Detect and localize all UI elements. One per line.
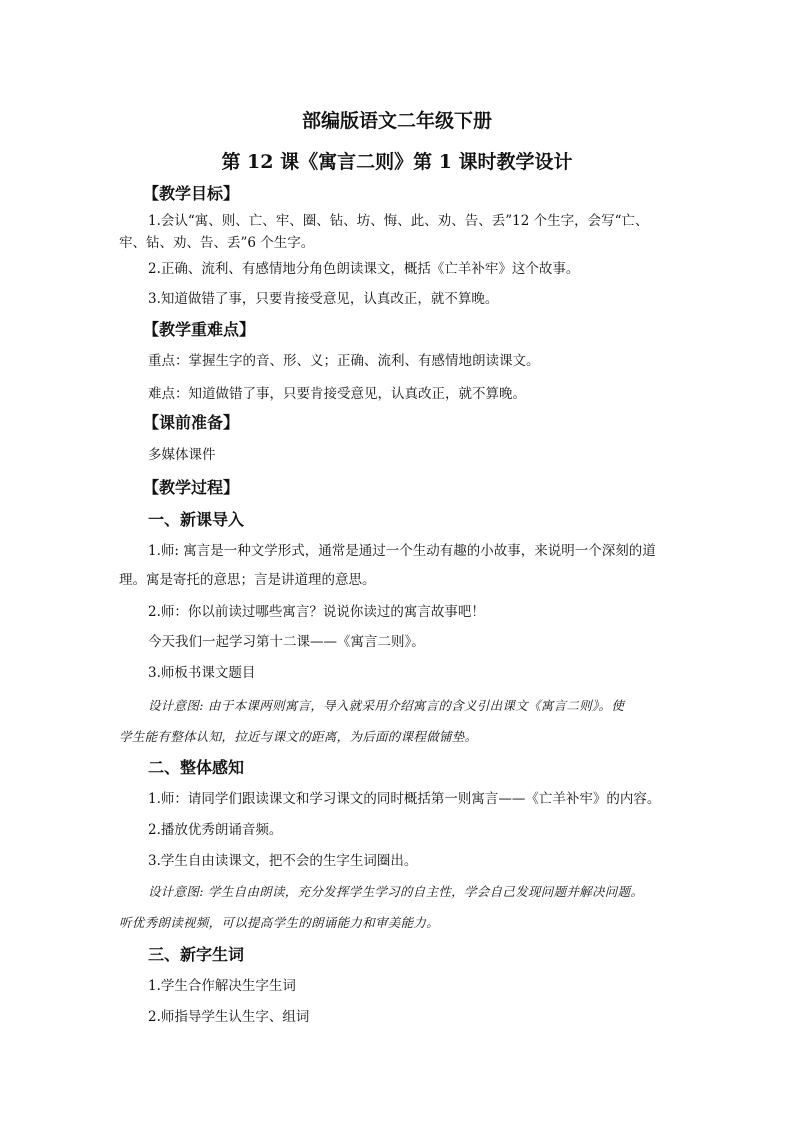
section-2-design-line-2: 听优秀朗读视频，可以提高学生的朗诵能力和审美能力。 (119, 915, 440, 930)
section-1-design-line-2: 学生能有整体认知，拉近与课文的距离，为后面的课程做铺垫。 (119, 729, 478, 744)
section-2-item-3: 3.学生自由读课文，把不会的生字生词圈出。 (148, 853, 418, 869)
section-1-item-1-line-2: 理。寓是寄托的意思；言是讲道理的意思。 (119, 572, 376, 588)
preparation-heading: 【课前准备】 (143, 413, 240, 432)
difficulty-point: 难点：知道做错了事，只要肯接受意见，认真改正，就不算晚。 (148, 386, 526, 402)
objective-1-line-2: 牢、钻、劝、告、丢”6 个生字。 (119, 235, 315, 251)
objective-2: 2.正确、流利、有感情地分角色朗读课文，概括《亡羊补牢》这个故事。 (148, 261, 580, 277)
section-2-design-line-1: 设计意图: 学生自由朗读，充分发挥学生学习的自主性，学会自己发现问题并解决问题。 (148, 884, 644, 899)
section-1-item-2-note: 今天我们一起学习第十二课——《寓言二则》。 (148, 634, 425, 650)
document-title: 部编版语文二年级下册 (301, 110, 492, 132)
preparation-content: 多媒体课件 (148, 447, 216, 463)
objective-1-line-1: 1.会认“寓、则、亡、牢、圈、钻、坊、悔、此、劝、告、丢”12 个生字，会写“亡、 (148, 213, 649, 229)
section-1-heading: 一、新课导入 (148, 510, 245, 529)
objectives-heading: 【教学目标】 (143, 184, 240, 203)
section-3-heading: 三、新字生词 (148, 945, 245, 964)
section-2-item-2: 2.播放优秀朗诵音频。 (148, 822, 283, 838)
section-1-item-2: 2.师：你以前读过哪些寓言？说说你读过的寓言故事吧！ (148, 604, 485, 620)
section-3-item-2: 2.师指导学生认生字、组词 (148, 1009, 310, 1025)
section-1-item-1-line-1: 1.师: 寓言是一种文学形式，通常是通过一个生动有趣的小故事，来说明一个深刻的道 (148, 543, 656, 559)
process-heading: 【教学过程】 (143, 478, 240, 497)
section-3-item-1: 1.学生合作解决生字生词 (148, 978, 296, 994)
section-1-design-line-1: 设计意图: 由于本课两则寓言，导入就采用介绍寓言的含义引出课文《寓言二则》。使 (148, 698, 625, 713)
section-2-heading: 二、整体感知 (148, 758, 245, 777)
document-subtitle: 第 12 课《寓言二则》第 1 课时教学设计 (221, 151, 573, 173)
section-2-item-1: 1.师：请同学们跟读课文和学习课文的同时概括第一则寓言——《亡羊补牢》的内容。 (148, 791, 661, 807)
objective-3: 3.知道做错了事，只要肯接受意见，认真改正，就不算晚。 (148, 291, 499, 307)
key-points-heading: 【教学重难点】 (143, 320, 256, 339)
section-1-item-3: 3.师板书课文题目 (148, 665, 256, 681)
key-point: 重点：掌握生字的音、形、义；正确、流利、有感情地朗读课文。 (148, 353, 540, 369)
